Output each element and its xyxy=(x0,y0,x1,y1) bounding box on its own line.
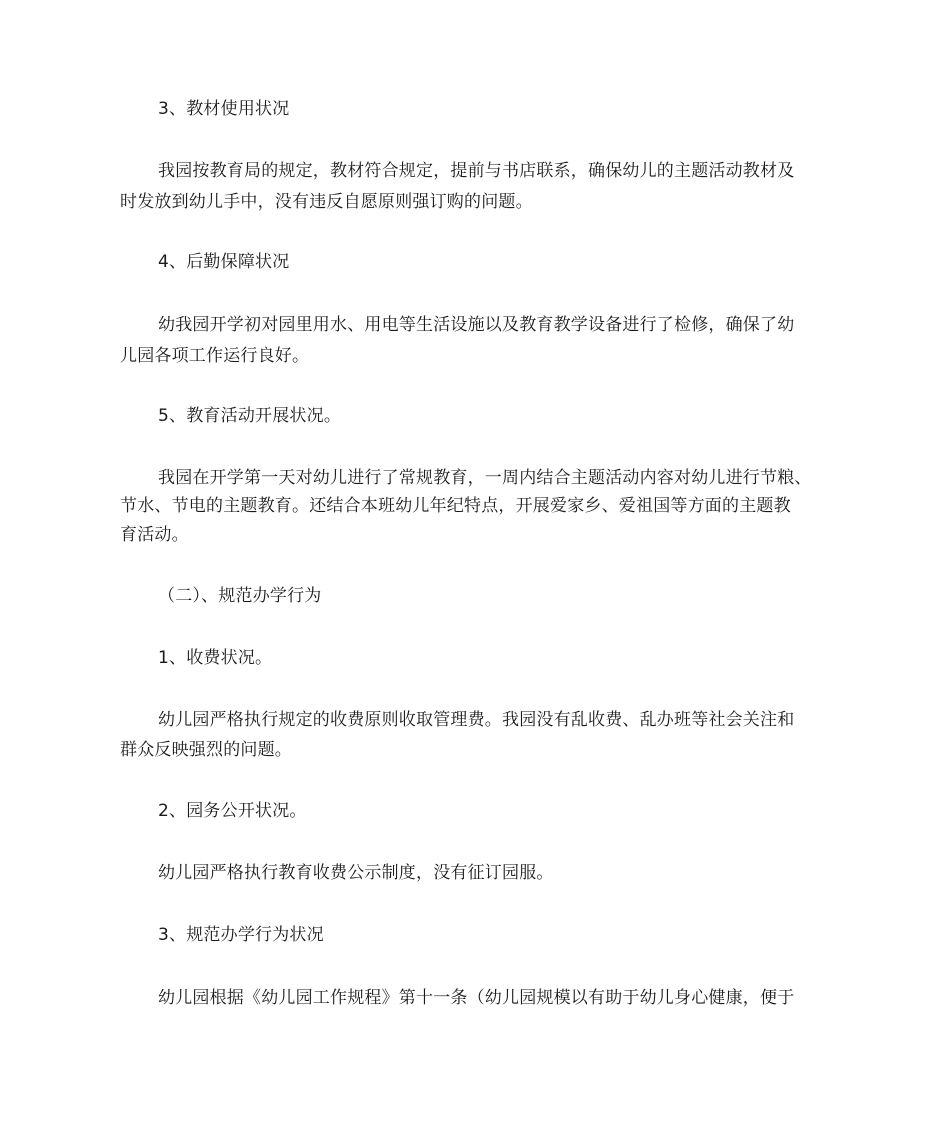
paragraph-activities-line-1: 我园在开学第一天对幼儿进行了常规教育，一周内结合主题活动内容对幼儿进行节粮、 xyxy=(158,468,812,488)
paragraph-fees-line-2: 群众反映强烈的问题。 xyxy=(120,740,292,760)
paragraph-logistics-line-1: 幼我园开学初对园里用水、用电等生活设施以及教育教学设备进行了检修，确保了幼 xyxy=(158,315,795,335)
paragraph-disclosure: 幼儿园严格执行教育收费公示制度，没有征订园服。 xyxy=(158,863,554,883)
section-heading-regulate-conduct: （二）、规范办学行为 xyxy=(158,586,322,606)
paragraph-activities-line-2: 节水、节电的主题教育。还结合本班幼儿年纪特点，开展爱家乡、爱祖国等方面的主题教 xyxy=(120,496,791,516)
paragraph-logistics-line-2: 儿园各项工作运行良好。 xyxy=(120,346,310,366)
heading-logistics: 4、后勤保障状况 xyxy=(158,252,290,272)
paragraph-activities-line-3: 育活动。 xyxy=(120,525,189,545)
paragraph-textbook-line-2: 时发放到幼儿手中，没有违反自愿原则强订购的问题。 xyxy=(120,192,533,212)
heading-affairs-disclosure: 2、园务公开状况。 xyxy=(158,801,307,821)
paragraph-fees-line-1: 幼儿园严格执行规定的收费原则收取管理费。我园没有乱收费、乱办班等社会关注和 xyxy=(158,710,795,730)
paragraph-regulations-line-1: 幼儿园根据《幼儿园工作规程》第十一条（幼儿园规模以有助于幼儿身心健康，便于 xyxy=(158,988,795,1008)
heading-textbook-usage: 3、教材使用状况 xyxy=(158,99,290,119)
heading-regulated-conduct-status: 3、规范办学行为状况 xyxy=(158,925,324,945)
paragraph-textbook-line-1: 我园按教育局的规定，教材符合规定，提前与书店联系，确保幼儿的主题活动教材及 xyxy=(158,161,795,181)
heading-education-activities: 5、教育活动开展状况。 xyxy=(158,406,342,426)
heading-fees: 1、收费状况。 xyxy=(158,648,273,668)
